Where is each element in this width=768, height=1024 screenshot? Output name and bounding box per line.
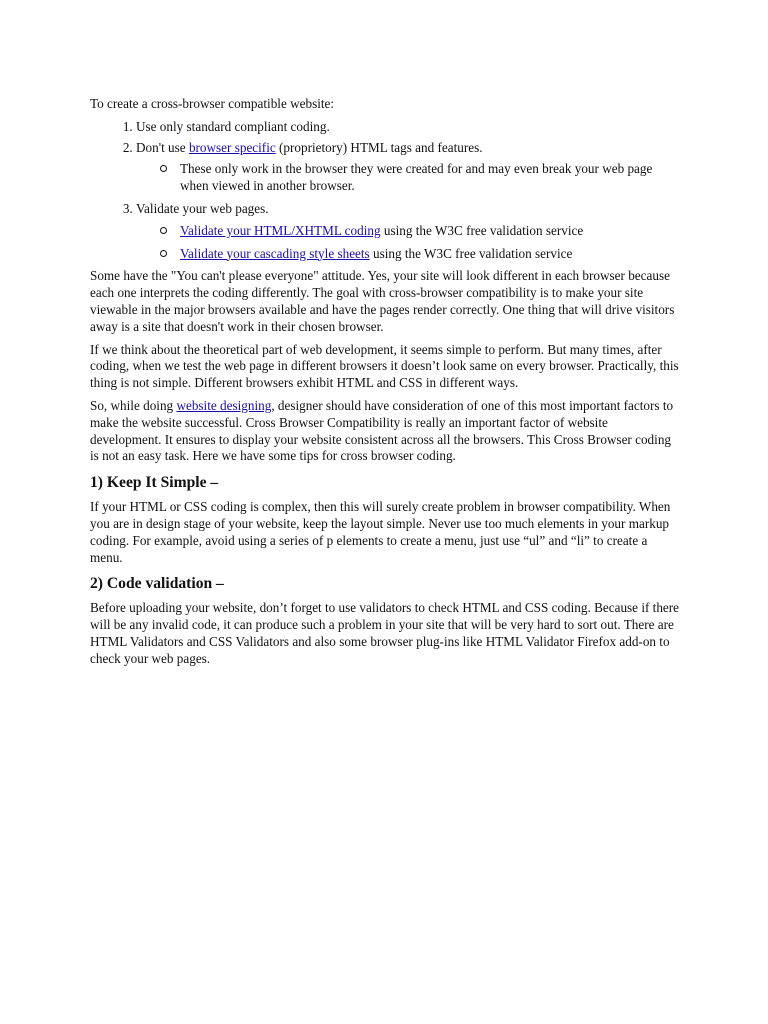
sub-item-text: using the W3C free validation service xyxy=(369,245,573,261)
sub-item-text: using the W3C free validation service xyxy=(380,222,584,238)
step-text: Validate your web pages. xyxy=(136,200,269,216)
steps-list xyxy=(90,119,682,263)
step-item xyxy=(136,119,682,136)
sub-list xyxy=(136,161,682,195)
step-text: Use only standard compliant coding. xyxy=(136,118,330,134)
sub-item xyxy=(180,161,682,195)
section-body-code-validation: Before uploading your website, don’t forget to use validators to check HTML and CSS coding. Because if there will be any invalid code, it can produce such a problem in your site that will be very hard to sort out. There are HTML Validators and CSS Validators and also some browser plug-ins like HTML Validator Firefox add-on to check your web pages. xyxy=(90,600,680,666)
sub-item-text: These only work in the browser they were created for and may even break your web page when viewed in another browser. xyxy=(180,161,653,194)
document-page xyxy=(90,96,682,668)
intro-text: To create a cross-browser compatible website: xyxy=(90,96,335,111)
step-text: Don't use xyxy=(136,139,189,155)
step-item xyxy=(136,201,682,262)
paragraph-designing: So, while doing website designing, designer should have consideration of one of this most important factors to make the website successful. Cross Browser Compatibility is really an important factor of website development. It ensures to display your website consistent across all the browsers. This Cross Browser coding is not an easy task. Here we have some tips for cross browser coding. xyxy=(90,397,674,464)
section-body-keep-simple: If your HTML or CSS coding is complex, then this will surely create problem in browser compatibility. When you are in design stage of your website, keep the layout simple. Never use too much elements in your markup coding. For example, avoid using a series of p elements to create a menu, just use “ul” and “li” to create a menu. xyxy=(90,499,671,565)
sub-list xyxy=(136,223,682,263)
step-text: (proprietory) HTML tags and features. xyxy=(275,139,483,155)
validate-html-link[interactable]: Validate your HTML/XHTML coding xyxy=(180,222,381,238)
paragraph-theory: If we think about the theoretical part of web development, it seems simple to perform. But many times, after coding, when we test the web page in different browsers it doesn’t look same on every browser. Practically, this thing is not simple. Different browsers exhibit HTML and CSS in different ways. xyxy=(90,341,679,391)
step-item xyxy=(136,140,682,195)
paragraph-attitude: Some have the "You can't please everyone" attitude. Yes, your site will look different in each browser because each one interprets the coding differently. The goal with cross-browser compatibility is to make your site viewable in the major browsers available and have the pages render correctly. One thing that will drive visitors away is a site that doesn't work in their chosen browser. xyxy=(90,268,675,334)
validate-css-link[interactable]: Validate your cascading style sheets xyxy=(180,245,370,261)
website-designing-link[interactable]: website designing xyxy=(176,397,272,413)
section-heading-code-validation: 2) Code validation – xyxy=(90,575,224,593)
sub-item xyxy=(180,246,682,263)
browser-specific-link[interactable]: browser specific xyxy=(188,139,276,155)
section-heading-keep-simple: 1) Keep It Simple – xyxy=(90,474,219,492)
sub-item xyxy=(180,223,682,240)
